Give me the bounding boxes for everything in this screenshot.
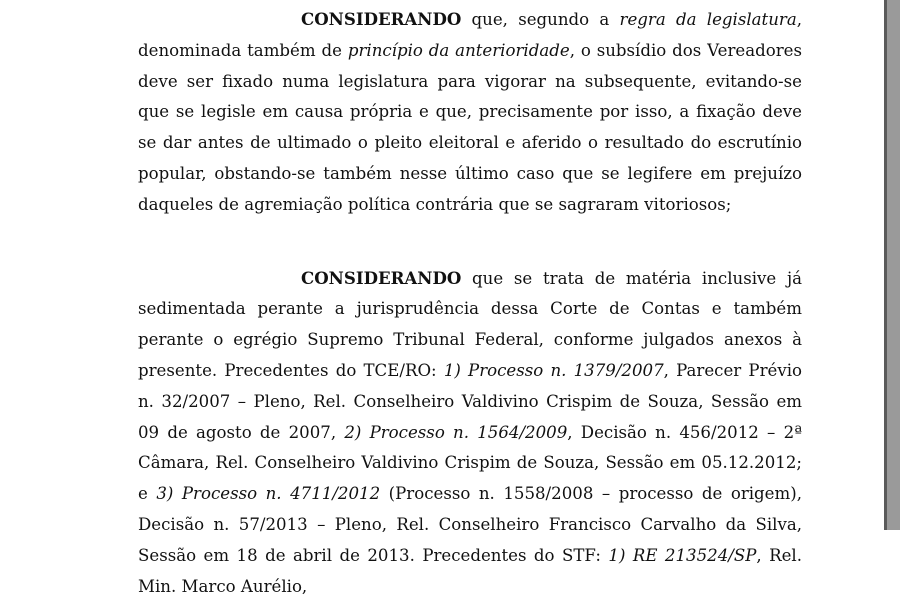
window-right-edge-shadow <box>884 0 887 530</box>
paragraph-2-run-5: , Decisão n. 456/2012 – 2ª Câmara, Rel. Conselheiro Valdivino Crispim de Souza, Sessão em 05.12.2012; e <box>138 422 803 504</box>
paragraph-1-run-3: , denominada também de <box>138 10 802 60</box>
paragraph-1-run-4: princípio da anterioridade <box>347 40 570 60</box>
paragraph-1-run-5: , o subsídio dos Vereadores deve ser fixado numa legislatura para vigorar na subsequente, evitando-se que se legisle em causa própria e que, precisamente por isso, a fixação deve se dar antes de ultimado o pleito eleitoral e aferido o resultado do escrutínio popular, obstando-se também nesse último caso que se legifere em prejuízo daqueles de agremiação política contrária que se sagraram vitoriosos; <box>138 40 802 214</box>
paragraph-considerando-1 <box>138 4 802 221</box>
paragraph-considerando-2 <box>138 263 802 602</box>
paragraph-1-run-0: CONSIDERANDO <box>301 9 462 29</box>
paragraph-2-run-2: 1) Processo n. 1379/2007 <box>443 360 664 380</box>
paragraph-2-run-3: , Parecer Prévio n. 32/2007 – Pleno, Rel. Conselheiro Valdivino Crispim de Souza, Sessão em 09 de agosto de 2007, <box>138 360 802 442</box>
paragraph-2-run-8: 1) RE 213524/SP <box>608 545 757 565</box>
paragraph-1-run-2: regra da legislatura <box>619 10 797 29</box>
paragraph-2-run-1: que se trata de matéria inclusive já sedimentada perante a jurisprudência dessa Corte de Contas e também perante o egrégio Supremo Tribunal Federal, conforme julgados anexos à presente. Precedentes do TCE/RO: <box>138 268 802 380</box>
paragraph-2-run-6: 3) Processo n. 4711/2012 <box>156 484 381 504</box>
document-body <box>138 4 802 602</box>
paragraph-2-run-4: 2) Processo n. 1564/2009 <box>344 422 568 442</box>
window-right-edge <box>884 0 900 530</box>
paragraph-2-run-9: , Rel. Min. Marco Aurélio, <box>138 545 803 596</box>
paragraph-2-run-0: CONSIDERANDO <box>301 267 462 288</box>
paragraph-2-run-7: (Processo n. 1558/2008 – processo de origem), Decisão n. 57/2013 – Pleno, Rel. Conselheiro Francisco Carvalho da Silva, Sessão em 18 de abril de 2013. Precedentes do STF: <box>138 484 802 565</box>
paragraph-1-run-1: que, segundo a <box>461 10 620 29</box>
